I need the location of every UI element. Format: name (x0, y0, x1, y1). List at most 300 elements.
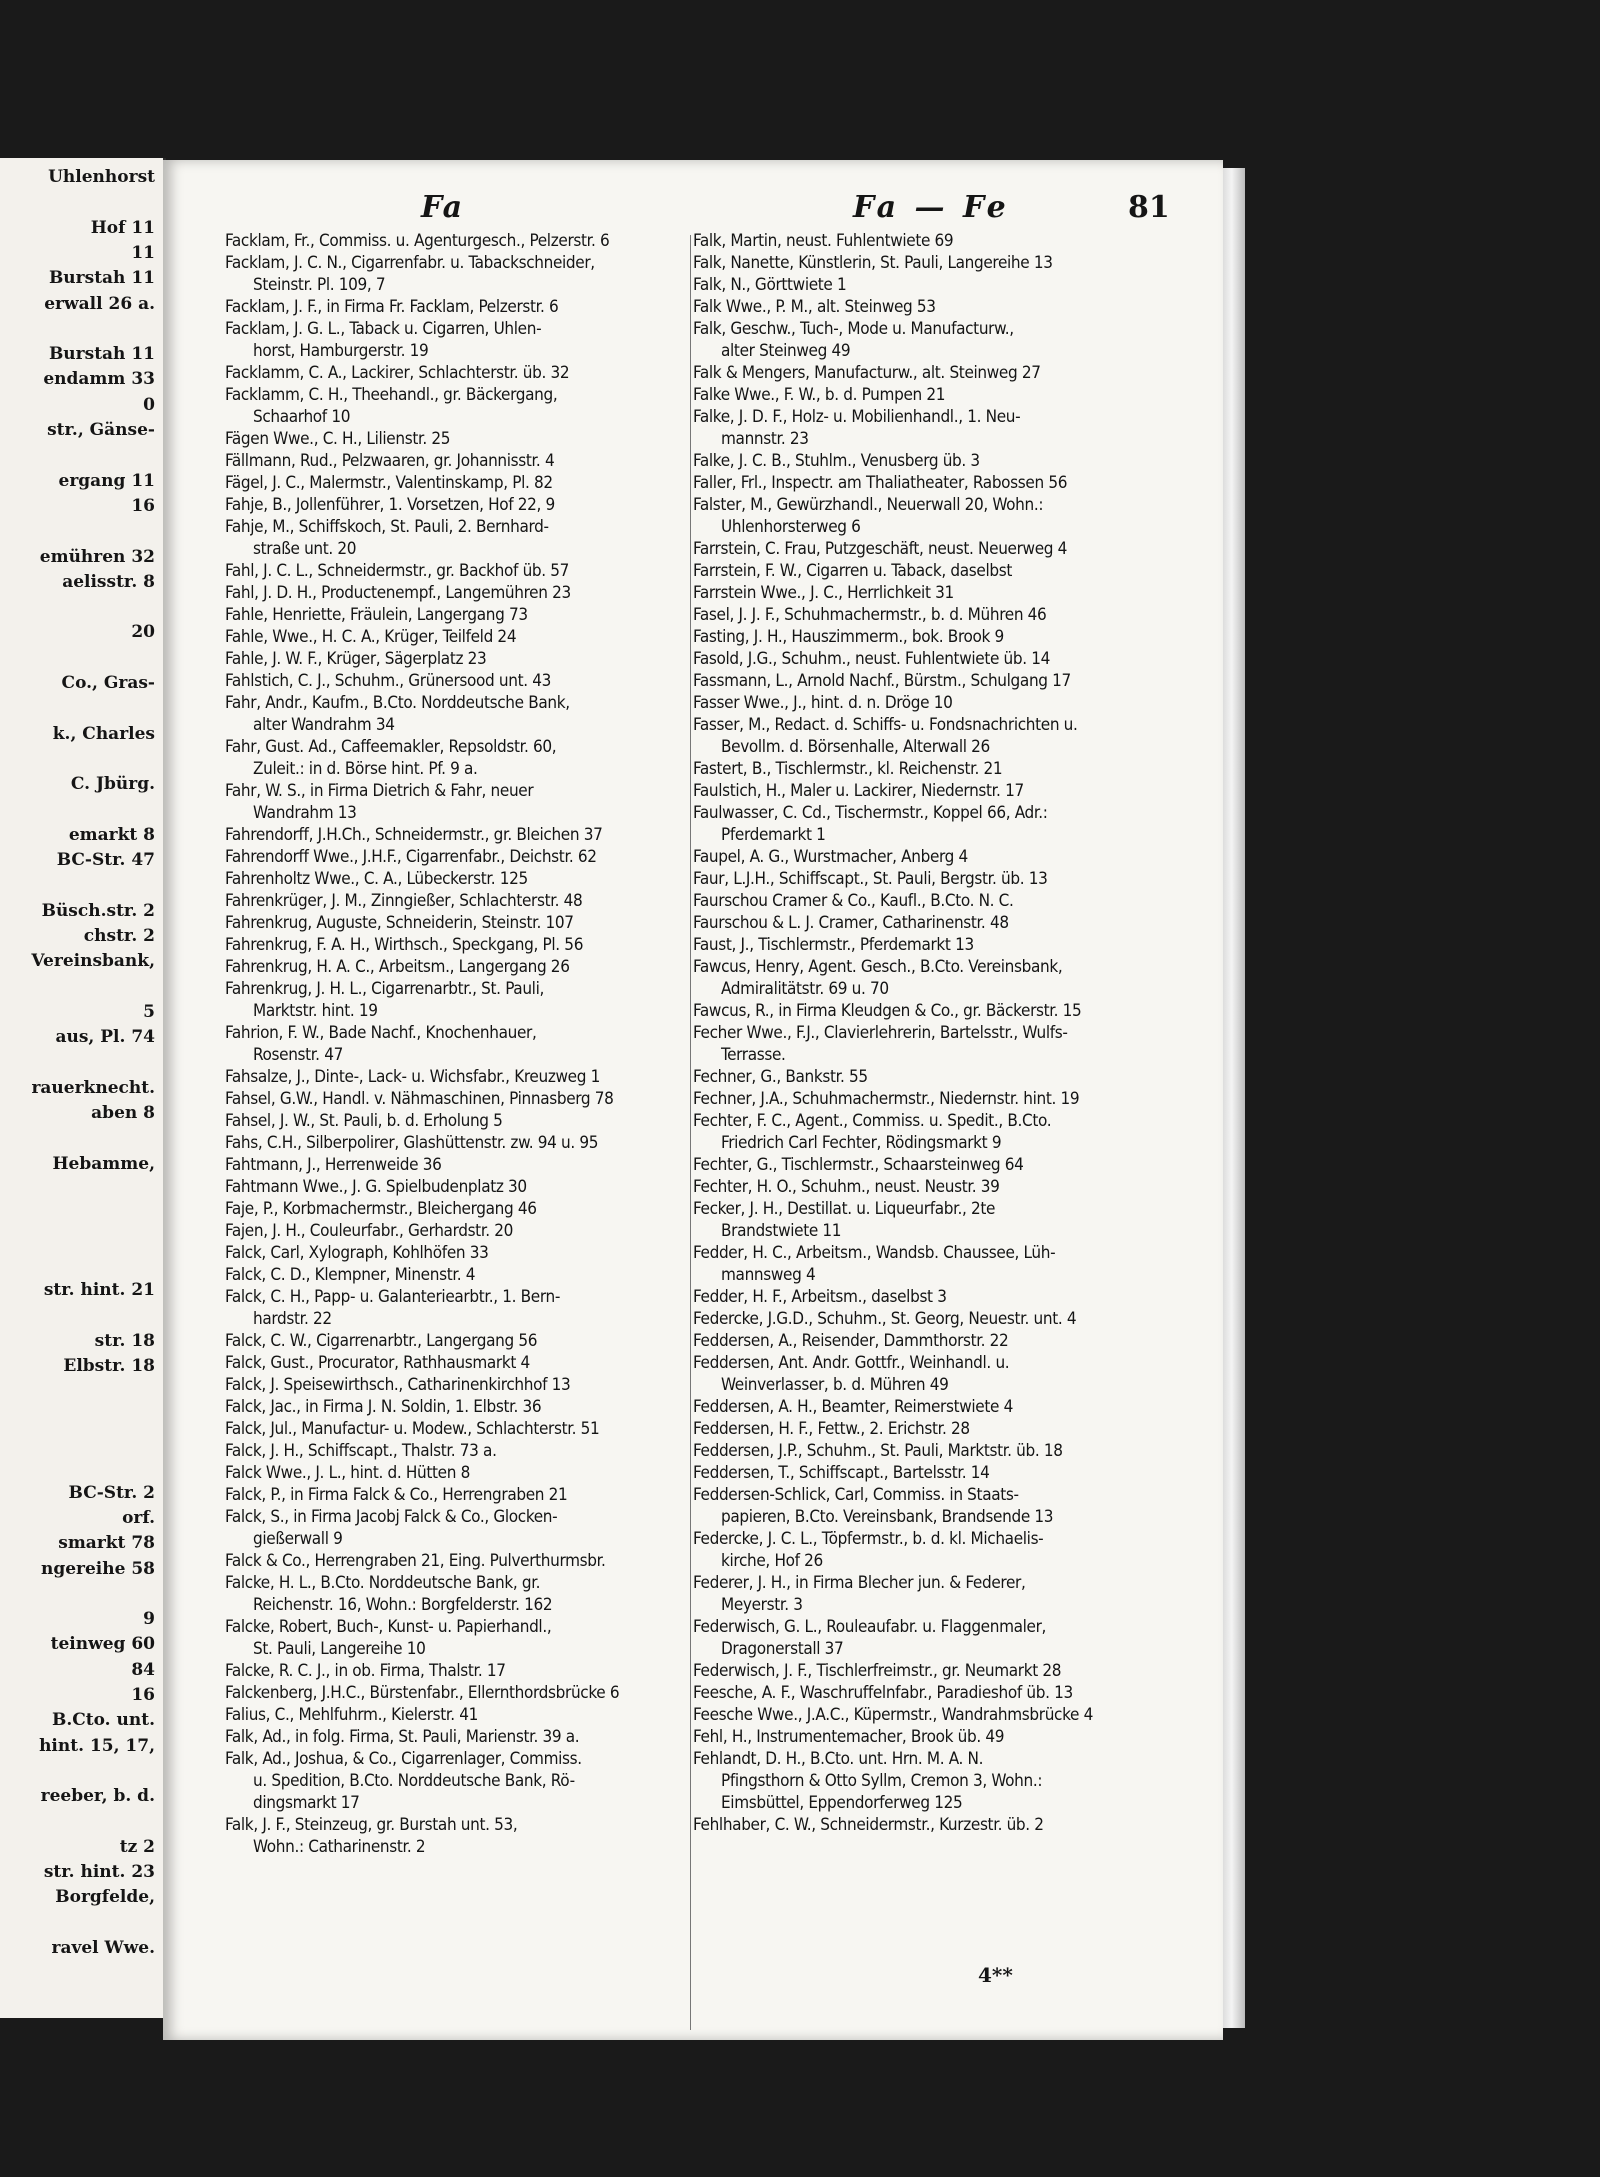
entry-continuation-line: hardstr. 22 (253, 1309, 332, 1329)
entry-line: Falke, J. D. F., Holz- u. Mobilienhandl., 1. Neu- (693, 407, 1021, 427)
entry-line: Falke, J. C. B., Stuhlm., Venusberg üb. 3 (693, 451, 980, 471)
entry-line: Fassmann, L., Arnold Nachf., Bürstm., Schulgang 17 (693, 671, 1071, 691)
left-page-line: str. hint. 21 (43, 1280, 155, 1301)
directory-entry (225, 1220, 705, 1242)
entry-line: Falk Wwe., P. M., alt. Steinweg 53 (693, 297, 936, 317)
directory-entry (225, 1066, 705, 1088)
directory-entry (225, 1396, 705, 1418)
entry-continuation-line: Pferdemarkt 1 (721, 825, 826, 845)
entry-continuation-line: horst, Hamburgerstr. 19 (253, 341, 429, 361)
entry-continuation-line: Steinstr. Pl. 109, 7 (253, 275, 386, 295)
entry-line: Fahrenkrug, J. H. L., Cigarrenarbtr., St. Pauli, (225, 979, 544, 999)
entry-line: Fägel, J. C., Malermstr., Valentinskamp, Pl. 82 (225, 473, 553, 493)
directory-entry (225, 1264, 705, 1286)
left-page-line: BC-Str. 47 (56, 850, 155, 871)
entry-line: Falck, Jac., in Firma J. N. Soldin, 1. Elbstr. 36 (225, 1397, 542, 1417)
entry-line: Fahje, B., Jollenführer, 1. Vorsetzen, Hof 22, 9 (225, 495, 555, 515)
entry-line: Fawcus, R., in Firma Kleudgen & Co., gr. Bäckerstr. 15 (693, 1001, 1082, 1021)
entry-line: Falck, J. H., Schiffscapt., Thalstr. 73 a. (225, 1441, 497, 1461)
entry-line: Falck, Gust., Procurator, Rathhausmarkt 4 (225, 1353, 530, 1373)
directory-entry (693, 1616, 1218, 1660)
directory-page (163, 160, 1223, 2040)
entry-line: Faurschou Cramer & Co., Kaufl., B.Cto. N. C. (693, 891, 1014, 911)
directory-entry (225, 494, 705, 516)
entry-continuation-line: Brandstwiete 11 (721, 1221, 842, 1241)
entry-line: Feddersen, H. F., Fettw., 2. Erichstr. 28 (693, 1419, 970, 1439)
directory-entry (225, 296, 705, 318)
entry-continuation-line: Terrasse. (721, 1045, 786, 1065)
left-page-line: ngereihe 58 (40, 1558, 155, 1579)
directory-entry (225, 1550, 705, 1572)
directory-entry (693, 626, 1218, 648)
entry-line: Federcke, J.G.D., Schuhm., St. Georg, Neuestr. unt. 4 (693, 1309, 1077, 1329)
entry-line: Falcke, H. L., B.Cto. Norddeutsche Bank, gr. (225, 1573, 541, 1593)
entry-line: Fastert, B., Tischlermstr., kl. Reichenstr. 21 (693, 759, 1003, 779)
directory-entry (693, 494, 1218, 538)
entry-line: Facklam, J. F., in Firma Fr. Facklam, Pelzerstr. 6 (225, 297, 559, 317)
entry-line: Falcke, Robert, Buch-, Kunst- u. Papierhandl., (225, 1617, 552, 1637)
entry-line: Falke Wwe., F. W., b. d. Pumpen 21 (693, 385, 946, 405)
page-edge (1223, 168, 1245, 2028)
column-divider (690, 235, 691, 2030)
entry-line: Falck, Jul., Manufactur- u. Modew., Schlachterstr. 51 (225, 1419, 600, 1439)
entry-line: Facklam, J. G. L., Taback u. Cigarren, Uhlen- (225, 319, 542, 339)
entry-line: Farrstein, C. Frau, Putzgeschäft, neust. Neuerweg 4 (693, 539, 1068, 559)
entry-continuation-line: alter Wandrahm 34 (253, 715, 395, 735)
entry-line: Fawcus, Henry, Agent. Gesch., B.Cto. Vereinsbank, (693, 957, 1063, 977)
entry-continuation-line: dingsmarkt 17 (253, 1793, 360, 1813)
entry-line: Faurschou & L. J. Cramer, Catharinenstr. 48 (693, 913, 1009, 933)
directory-entry (693, 1066, 1218, 1088)
entry-line: Falk, N., Görttwiete 1 (693, 275, 847, 295)
entry-line: Faulstich, H., Maler u. Lackirer, Niedernstr. 17 (693, 781, 1024, 801)
entry-line: Faller, Frl., Inspectr. am Thaliatheater, Rabossen 56 (693, 473, 1068, 493)
directory-entry (693, 406, 1218, 450)
entry-continuation-line: Dragonerstall 37 (721, 1639, 844, 1659)
directory-entry (225, 1286, 705, 1330)
directory-entry (225, 516, 705, 560)
entry-line: Federer, J. H., in Firma Blecher jun. & Federer, (693, 1573, 1026, 1593)
directory-entry (225, 604, 705, 626)
entry-continuation-line: Wandrahm 13 (253, 803, 357, 823)
directory-entry (225, 1660, 705, 1682)
entry-continuation-line: Zuleit.: in d. Börse hint. Pf. 9 a. (253, 759, 478, 779)
left-page-line: aelisstr. 8 (62, 571, 155, 592)
signature-mark: 4** (978, 1963, 1013, 1987)
entry-continuation-line: Wohn.: Catharinenstr. 2 (253, 1837, 426, 1857)
left-page-line: orf. (122, 1507, 155, 1528)
entry-line: Faupel, A. G., Wurstmacher, Anberg 4 (693, 847, 968, 867)
left-page-line: str., Gänse- (47, 420, 155, 440)
entry-line: Fällmann, Rud., Pelzwaaren, gr. Johannisstr. 4 (225, 451, 555, 471)
left-page-line: 5 (143, 1001, 155, 1022)
directory-entry (693, 472, 1218, 494)
entry-line: Fasting, J. H., Hauszimmerm., bok. Brook 9 (693, 627, 1004, 647)
entry-line: Feddersen, A., Reisender, Dammthorstr. 22 (693, 1331, 1009, 1351)
entry-line: Falster, M., Gewürzhandl., Neuerwall 20, Wohn.: (693, 495, 1044, 515)
entry-line: Feddersen, Ant. Andr. Gottfr., Weinhandl. u. (693, 1353, 1010, 1373)
entry-line: Fägen Wwe., C. H., Lilienstr. 25 (225, 429, 451, 449)
entry-line: Fechter, G., Tischlermstr., Schaarsteinweg 64 (693, 1155, 1024, 1175)
entry-continuation-line: mannstr. 23 (721, 429, 809, 449)
directory-entry (693, 780, 1218, 802)
entry-continuation-line: straße unt. 20 (253, 539, 357, 559)
entry-line: Falk, Ad., in folg. Firma, St. Pauli, Marienstr. 39 a. (225, 1727, 580, 1747)
entry-line: Fehl, H., Instrumentemacher, Brook üb. 49 (693, 1727, 1005, 1747)
entry-line: Falck, Carl, Xylograph, Kohlhöfen 33 (225, 1243, 489, 1263)
entry-line: Fahrendorff, J.H.Ch., Schneidermstr., gr. Bleichen 37 (225, 825, 603, 845)
directory-entry (693, 912, 1218, 934)
entry-line: Fahje, M., Schiffskoch, St. Pauli, 2. Bernhard- (225, 517, 549, 537)
entry-continuation-line: St. Pauli, Langereihe 10 (253, 1639, 426, 1659)
entry-line: Federcke, J. C. L., Töpfermstr., b. d. kl. Michaelis- (693, 1529, 1044, 1549)
directory-entry (693, 1022, 1218, 1066)
directory-entry (225, 1506, 705, 1550)
entry-line: Facklam, J. C. N., Cigarrenfabr. u. Tabackschneider, (225, 253, 595, 273)
entry-continuation-line: Schaarhof 10 (253, 407, 351, 427)
directory-entry (693, 604, 1218, 626)
directory-entry (225, 230, 705, 252)
left-page-line: erwall 26 a. (44, 293, 155, 314)
left-page-line: k., Charles (52, 723, 155, 744)
entry-line: Fasold, J.G., Schuhm., neust. Fuhlentwiete üb. 14 (693, 649, 1051, 669)
directory-entry (225, 780, 705, 824)
entry-line: Fahr, Gust. Ad., Caffeemakler, Repsoldstr. 60, (225, 737, 557, 757)
entry-line: Falk, Nanette, Künstlerin, St. Pauli, Langereihe 13 (693, 253, 1053, 273)
left-page-line: ravel Wwe. (51, 1938, 155, 1958)
entry-continuation-line: gießerwall 9 (253, 1529, 343, 1549)
entries-column-left (225, 230, 705, 1858)
entry-line: Falcke, R. C. J., in ob. Firma, Thalstr. 17 (225, 1661, 506, 1681)
entry-line: Fasser, M., Redact. d. Schiffs- u. Fondsnachrichten u. (693, 715, 1078, 735)
directory-entry (225, 912, 705, 934)
directory-entry (225, 1704, 705, 1726)
entry-line: Fahs, C.H., Silberpolirer, Glashüttenstr. zw. 94 u. 95 (225, 1133, 599, 1153)
directory-entry (225, 252, 705, 296)
entry-line: Fahsalze, J., Dinte-, Lack- u. Wichsfabr., Kreuzweg 1 (225, 1067, 600, 1087)
directory-entry (693, 934, 1218, 956)
directory-entry (693, 318, 1218, 362)
directory-entry (225, 1616, 705, 1660)
entry-continuation-line: u. Spedition, B.Cto. Norddeutsche Bank, Rö- (253, 1771, 575, 1791)
directory-entry (225, 1484, 705, 1506)
directory-entry (693, 384, 1218, 406)
entry-continuation-line: papieren, B.Cto. Vereinsbank, Brandsende 13 (721, 1507, 1054, 1527)
directory-entry (693, 582, 1218, 604)
entry-line: Fahr, Andr., Kaufm., B.Cto. Norddeutsche Bank, (225, 693, 570, 713)
directory-entry (693, 1528, 1218, 1572)
entry-line: Fecher Wwe., F.J., Clavierlehrerin, Bartelsstr., Wulfs- (693, 1023, 1068, 1043)
directory-entry (693, 890, 1218, 912)
directory-entry (225, 560, 705, 582)
directory-entry (693, 758, 1218, 780)
entry-line: Feesche Wwe., J.A.C., Küpermstr., Wandrahmsbrücke 4 (693, 1705, 1093, 1725)
directory-entry (693, 1682, 1218, 1704)
directory-entry (225, 626, 705, 648)
entry-continuation-line: Marktstr. hint. 19 (253, 1001, 378, 1021)
directory-entry (225, 1198, 705, 1220)
directory-entry (693, 1198, 1218, 1242)
directory-entry (225, 428, 705, 450)
left-page-line: aus, Pl. 74 (55, 1027, 155, 1048)
directory-entry (693, 1154, 1218, 1176)
entry-line: Fahtmann, J., Herrenweide 36 (225, 1155, 442, 1175)
entry-line: Fechter, F. C., Agent., Commiss. u. Spedit., B.Cto. (693, 1111, 1052, 1131)
directory-entry (225, 1814, 705, 1858)
directory-entry (225, 890, 705, 912)
directory-entry (693, 1484, 1218, 1528)
left-page-line: teinweg 60 (50, 1634, 155, 1655)
directory-entry (693, 1462, 1218, 1484)
left-page-line: C. Jbürg. (70, 774, 155, 795)
directory-entry (225, 824, 705, 846)
directory-entry (693, 560, 1218, 582)
entry-line: Fahrenkrug, Auguste, Schneiderin, Steinstr. 107 (225, 913, 574, 933)
directory-entry (225, 1176, 705, 1198)
left-page-line: 0 (143, 394, 155, 415)
directory-entry (693, 362, 1218, 384)
directory-entry (693, 1440, 1218, 1462)
directory-entry (225, 1088, 705, 1110)
left-page-line: Burstah 11 (48, 268, 155, 289)
left-page-line: 16 (131, 1685, 155, 1705)
directory-entry (693, 1418, 1218, 1440)
directory-entry (225, 1022, 705, 1066)
directory-entry (225, 318, 705, 362)
entry-line: Fehlhaber, C. W., Schneidermstr., Kurzestr. üb. 2 (693, 1815, 1044, 1835)
entry-line: Feddersen-Schlick, Carl, Commiss. in Staats- (693, 1485, 1019, 1505)
left-page-line: B.Cto. unt. (51, 1710, 155, 1731)
entry-line: Fahtmann Wwe., J. G. Spielbudenplatz 30 (225, 1177, 527, 1197)
directory-entry (693, 1286, 1218, 1308)
entry-continuation-line: kirche, Hof 26 (721, 1551, 823, 1571)
directory-entry (225, 978, 705, 1022)
entry-line: Fechter, H. O., Schuhm., neust. Neustr. 39 (693, 1177, 1000, 1197)
page-number: 81 (1128, 190, 1170, 225)
running-head-range: Fa — Fe (853, 190, 1010, 225)
directory-entry (225, 1418, 705, 1440)
entry-line: Falck & Co., Herrengraben 21, Eing. Pulverthurmsbr. (225, 1551, 606, 1571)
entry-continuation-line: Friedrich Carl Fechter, Rödingsmarkt 9 (721, 1133, 1002, 1153)
directory-entry (225, 450, 705, 472)
directory-entry (693, 1000, 1218, 1022)
directory-entry (693, 1330, 1218, 1352)
directory-entry (693, 670, 1218, 692)
left-page-line: hint. 15, 17, (39, 1735, 155, 1756)
entry-line: Federwisch, G. L., Rouleaufabr. u. Flaggenmaler, (693, 1617, 1047, 1637)
entry-continuation-line: Rosenstr. 47 (253, 1045, 343, 1065)
directory-entry (693, 868, 1218, 890)
left-page-line: 84 (131, 1659, 155, 1680)
left-page-line: rauerknecht. (31, 1077, 155, 1098)
directory-entry (693, 1572, 1218, 1616)
entry-continuation-line: Bevollm. d. Börsenhalle, Alterwall 26 (721, 737, 990, 757)
directory-entry (693, 1308, 1218, 1330)
left-page-line: chstr. 2 (83, 926, 155, 946)
entry-line: Fasel, J. J. F., Schuhmachermstr., b. d. Mühren 46 (693, 605, 1047, 625)
entry-line: Fahsel, J. W., St. Pauli, b. d. Erholung 5 (225, 1111, 503, 1131)
directory-entry (225, 846, 705, 868)
entry-line: Fasser Wwe., J., hint. d. n. Dröge 10 (693, 693, 953, 713)
directory-entry (225, 472, 705, 494)
entry-line: Fedder, H. C., Arbeitsm., Wandsb. Chaussee, Lüh- (693, 1243, 1056, 1263)
directory-entry (225, 1132, 705, 1154)
left-page-line: BC-Str. 2 (68, 1482, 155, 1503)
directory-entry (225, 1352, 705, 1374)
directory-entry (693, 846, 1218, 868)
entry-line: Fahsel, G.W., Handl. v. Nähmaschinen, Pinnasberg 78 (225, 1089, 614, 1109)
directory-entry (693, 1396, 1218, 1418)
entry-line: Fajen, J. H., Couleurfabr., Gerhardstr. 20 (225, 1221, 513, 1241)
entry-line: Fahrenkrüger, J. M., Zinngießer, Schlachterstr. 48 (225, 891, 583, 911)
directory-entry (693, 1242, 1218, 1286)
directory-entry (225, 582, 705, 604)
entry-line: Facklam, Fr., Commiss. u. Agenturgesch., Pelzerstr. 6 (225, 231, 610, 251)
directory-entry (693, 648, 1218, 670)
entry-continuation-line: alter Steinweg 49 (721, 341, 851, 361)
directory-entry (693, 802, 1218, 846)
entry-line: Fahrenkrug, F. A. H., Wirthsch., Speckgang, Pl. 56 (225, 935, 584, 955)
entry-line: Feesche, A. F., Waschruffelnfabr., Paradieshof üb. 13 (693, 1683, 1073, 1703)
entry-line: Fahlstich, C. J., Schuhm., Grünersood unt. 43 (225, 671, 552, 691)
entry-continuation-line: Pfingsthorn & Otto Syllm, Cremon 3, Wohn.: (721, 1771, 1043, 1791)
left-page-line: tz 2 (119, 1836, 155, 1857)
directory-entry (225, 692, 705, 736)
directory-entry (693, 230, 1218, 252)
entry-line: Faur, L.J.H., Schiffscapt., St. Pauli, Bergstr. üb. 13 (693, 869, 1048, 889)
directory-entry (693, 538, 1218, 560)
directory-entry (693, 450, 1218, 472)
entry-line: Fahle, Wwe., H. C. A., Krüger, Teilfeld 24 (225, 627, 517, 647)
entry-line: Falck, C. D., Klempner, Minenstr. 4 (225, 1265, 476, 1285)
directory-entry (225, 868, 705, 890)
left-page-line: Co., Gras- (61, 673, 155, 693)
running-head (163, 190, 1223, 230)
entry-line: Fedder, H. F., Arbeitsm., daselbst 3 (693, 1287, 947, 1307)
entry-line: Falk, J. F., Steinzeug, gr. Burstah unt. 53, (225, 1815, 518, 1835)
entry-line: Faust, J., Tischlermstr., Pferdemarkt 13 (693, 935, 974, 955)
directory-entry (693, 296, 1218, 318)
directory-entry (693, 1726, 1218, 1748)
directory-entry (693, 714, 1218, 758)
directory-entry (225, 670, 705, 692)
directory-entry (225, 1374, 705, 1396)
entry-continuation-line: Admiralitätstr. 69 u. 70 (721, 979, 889, 999)
entry-line: Fahrenholtz Wwe., C. A., Lübeckerstr. 125 (225, 869, 528, 889)
left-page-line: emarkt 8 (68, 824, 155, 845)
entry-line: Facklamm, C. H., Theehandl., gr. Bäckergang, (225, 385, 558, 405)
directory-entry (225, 648, 705, 670)
left-page-line: 16 (131, 495, 155, 516)
entry-line: Fahl, J. C. L., Schneidermstr., gr. Backhof üb. 57 (225, 561, 570, 581)
entry-line: Falck, J. Speisewirthsch., Catharinenkirchhof 13 (225, 1375, 571, 1395)
directory-entry (693, 1748, 1218, 1814)
entry-line: Fecker, J. H., Destillat. u. Liqueurfabr., 2te (693, 1199, 996, 1219)
entry-line: Fahrendorff Wwe., J.H.F., Cigarrenfabr., Deichstr. 62 (225, 847, 597, 867)
entry-line: Fechner, J.A., Schuhmachermstr., Niedernstr. hint. 19 (693, 1089, 1080, 1109)
entry-line: Feddersen, T., Schiffscapt., Bartelsstr. 14 (693, 1463, 990, 1483)
directory-entry (225, 1330, 705, 1352)
entry-line: Falk, Ad., Joshua, & Co., Cigarrenlager, Commiss. (225, 1749, 582, 1769)
entries-column-right (693, 230, 1218, 1836)
directory-entry (225, 1440, 705, 1462)
left-page-line: str. hint. 23 (43, 1862, 155, 1883)
directory-entry (225, 362, 705, 384)
directory-entry (225, 1242, 705, 1264)
running-head-left: Fa (421, 190, 465, 225)
entry-line: Falck, C. W., Cigarrenarbtr., Langergang 56 (225, 1331, 538, 1351)
entry-line: Fahl, J. D. H., Productenempf., Langemühren 23 (225, 583, 571, 603)
left-page-line: emühren 32 (39, 546, 155, 567)
left-page-line: Hebamme, (52, 1153, 155, 1174)
directory-entry (693, 1110, 1218, 1154)
directory-entry (225, 956, 705, 978)
entry-line: Fechner, G., Bankstr. 55 (693, 1067, 868, 1087)
directory-entry (225, 934, 705, 956)
entry-line: Facklamm, C. A., Lackirer, Schlachterstr. üb. 32 (225, 363, 570, 383)
directory-entry (225, 736, 705, 780)
entry-line: Federwisch, J. F., Tischlerfreimstr., gr. Neumarkt 28 (693, 1661, 1062, 1681)
entry-line: Fahle, Henriette, Fräulein, Langergang 73 (225, 605, 528, 625)
left-page-line: Vereinsbank, (31, 951, 155, 972)
left-page-line: aben 8 (91, 1103, 155, 1124)
directory-entry (225, 384, 705, 428)
directory-entry (693, 1660, 1218, 1682)
left-page-line: ergang 11 (58, 470, 155, 491)
entry-line: Fahrion, F. W., Bade Nachf., Knochenhauer, (225, 1023, 537, 1043)
left-page-line: reeber, b. d. (40, 1786, 155, 1807)
entry-line: Fahrenkrug, H. A. C., Arbeitsm., Langergang 26 (225, 957, 570, 977)
directory-entry (225, 1572, 705, 1616)
entry-line: Faulwasser, C. Cd., Tischermstr., Koppel 66, Adr.: (693, 803, 1048, 823)
entry-line: Fahle, J. W. F., Krüger, Sägerplatz 23 (225, 649, 487, 669)
entry-line: Feddersen, J.P., Schuhm., St. Pauli, Marktstr. üb. 18 (693, 1441, 1063, 1461)
entry-line: Falius, C., Mehlfuhrm., Kielerstr. 41 (225, 1705, 479, 1725)
directory-entry (693, 1704, 1218, 1726)
left-page-line: Burstah 11 (48, 344, 155, 365)
entry-line: Farrstein Wwe., J. C., Herrlichkeit 31 (693, 583, 954, 603)
entry-line: Falk & Mengers, Manufacturw., alt. Steinweg 27 (693, 363, 1041, 383)
directory-entry (693, 274, 1218, 296)
entry-continuation-line: Weinverlasser, b. d. Mühren 49 (721, 1375, 949, 1395)
directory-entry (693, 1176, 1218, 1198)
directory-entry (693, 1352, 1218, 1396)
left-page-line: Hof 11 (90, 217, 155, 238)
directory-entry (225, 1154, 705, 1176)
left-page-line: Borgfelde, (55, 1887, 155, 1908)
directory-entry (693, 1814, 1218, 1836)
directory-entry (225, 1726, 705, 1748)
entry-line: Falck, P., in Firma Falck & Co., Herrengraben 21 (225, 1485, 568, 1505)
entry-line: Falk, Martin, neust. Fuhlentwiete 69 (693, 231, 954, 251)
left-page-line: str. 18 (94, 1330, 155, 1351)
entry-line: Falckenberg, J.H.C., Bürstenfabr., Ellernthordsbrücke 6 (225, 1683, 620, 1703)
entry-line: Fahr, W. S., in Firma Dietrich & Fahr, neuer (225, 781, 534, 801)
left-page-line: endamm 33 (43, 369, 155, 390)
entry-line: Faje, P., Korbmachermstr., Bleichergang 46 (225, 1199, 537, 1219)
directory-entry (225, 1462, 705, 1484)
directory-entry (693, 692, 1218, 714)
entry-continuation-line: Eimsbüttel, Eppendorferweg 125 (721, 1793, 963, 1813)
entry-continuation-line: Meyerstr. 3 (721, 1595, 803, 1615)
directory-entry (693, 956, 1218, 1000)
left-page-line: 11 (131, 242, 155, 263)
directory-entry (693, 1088, 1218, 1110)
left-page-line: Elbstr. 18 (63, 1356, 155, 1377)
entry-continuation-line: mannsweg 4 (721, 1265, 816, 1285)
entry-line: Farrstein, F. W., Cigarren u. Taback, daselbst (693, 561, 1012, 581)
left-page-line: 20 (131, 622, 155, 643)
